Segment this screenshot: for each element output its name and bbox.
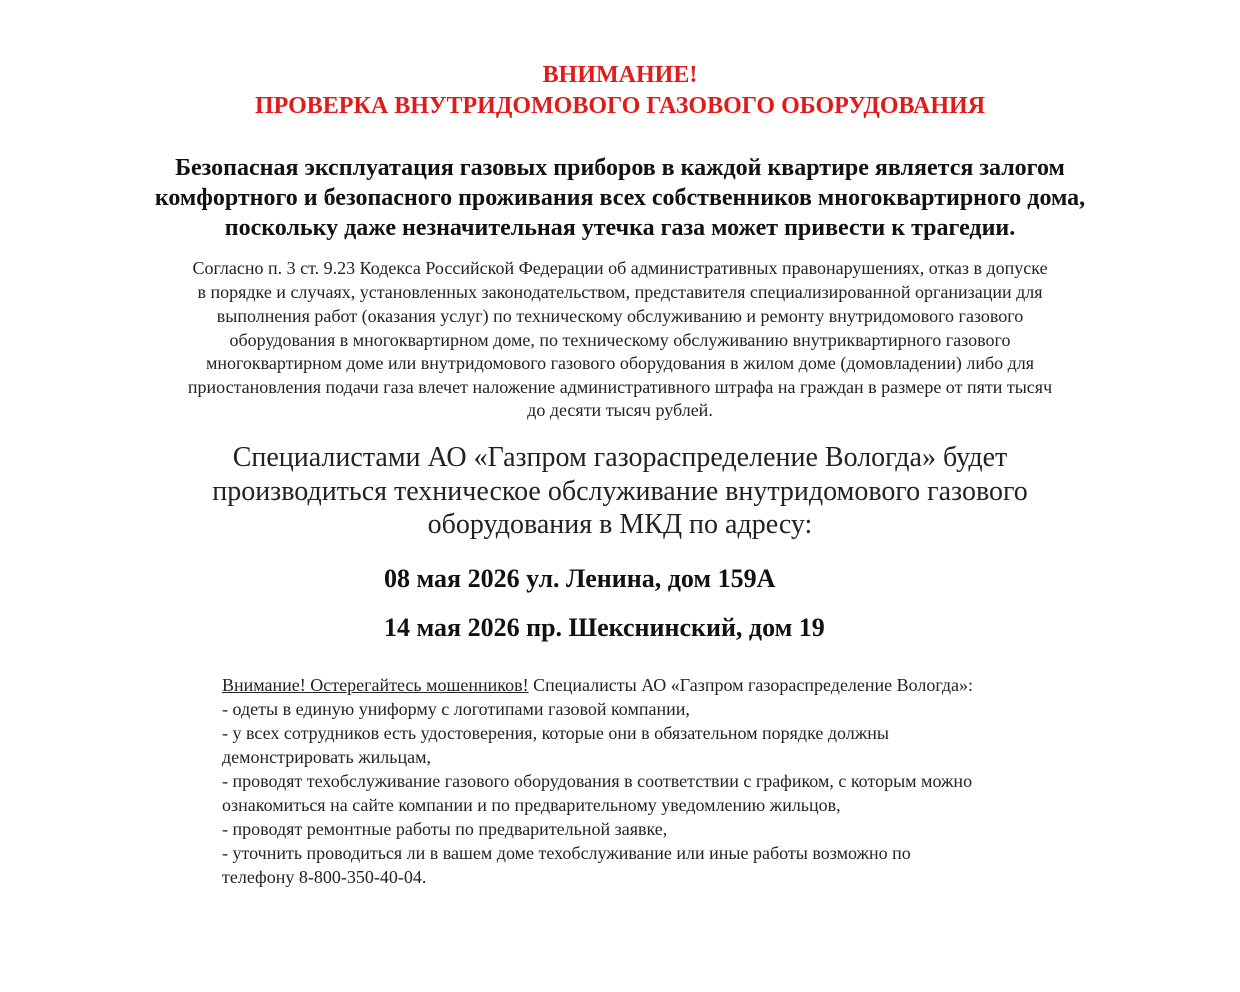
announcement-line-2: производиться техническое обслуживание внутридомового газового	[212, 476, 1028, 507]
fraud-warning-intro-row	[222, 673, 1122, 697]
fraud-warning-line-3: демонстрировать жильцам,	[222, 747, 432, 767]
attention-heading: ВНИМАНИЕ!	[542, 62, 698, 88]
law-line-5: многоквартирном доме или внутридомового газового оборудования в жилом доме (домовладении) либо для	[205, 353, 1035, 373]
fraud-warning-line-2: - у всех сотрудников есть удостоверения, которые они в обязательном порядке должны	[222, 723, 889, 743]
law-line-1: Согласно п. 3 ст. 9.23 Кодекса Российской Федерации об административных правонарушениях, отказ в допуске	[192, 258, 1048, 278]
law-line-7: до десяти тысяч рублей.	[527, 400, 713, 420]
announcement-line-3: оборудования в МКД по адресу:	[427, 509, 813, 540]
law-line-2: в порядке и случаях, установленных законодательством, представителя специализированной организации для	[197, 282, 1043, 302]
announcement-line-1: Специалистами АО «Газпром газораспределение Вологда» будет	[232, 442, 1008, 473]
lead-line-1: Безопасная эксплуатация газовых приборов в каждой квартире является залогом	[175, 155, 1065, 181]
lead-line-3: поскольку даже незначительная утечка газа может привести к трагедии.	[224, 215, 1016, 241]
fraud-warning-intro: Специалисты АО «Газпром газораспределение Вологда»:	[528, 675, 974, 695]
fraud-warning-line-7: - уточнить проводиться ли в вашем доме техобслуживание или иные работы возможно по	[222, 843, 911, 863]
fraud-warning-heading: Внимание! Остерегайтесь мошенников!	[222, 675, 529, 695]
fraud-warning-line-5: ознакомиться на сайте компании и по предварительному уведомлению жильцов,	[222, 795, 841, 815]
law-line-6: приостановления подачи газа влечет наложение административного штрафа на граждан в размере от пяти тысяч	[187, 377, 1053, 397]
fraud-warning-line-1: - одеты в единую униформу с логотипами газовой компании,	[222, 699, 690, 719]
fraud-warning-line-4: - проводят техобслуживание газового оборудования в соответствии с графиком, с которым можно	[222, 771, 973, 791]
law-line-4: оборудования в многоквартирном доме, по техническому обслуживанию внутриквартирного газового	[229, 330, 1011, 350]
schedule-item-1: 08 мая 2026 ул. Ленина, дом 159А	[384, 564, 776, 593]
fraud-warning-line-6: - проводят ремонтные работы по предварительной заявке,	[222, 819, 668, 839]
law-line-3: выполнения работ (оказания услуг) по техническому обслуживанию и ремонту внутридомового газового	[216, 306, 1024, 326]
fraud-warning	[222, 673, 1122, 889]
schedule-item-2: 14 мая 2026 пр. Шекснинский, дом 19	[384, 613, 825, 642]
fraud-warning-line-8: телефону 8-800-350-40-04.	[222, 867, 427, 887]
notice-title: ПРОВЕРКА ВНУТРИДОМОВОГО ГАЗОВОГО ОБОРУДОВАНИЯ	[254, 93, 986, 119]
lead-line-2: комфортного и безопасного проживания всех собственников многоквартирного дома,	[154, 185, 1086, 211]
